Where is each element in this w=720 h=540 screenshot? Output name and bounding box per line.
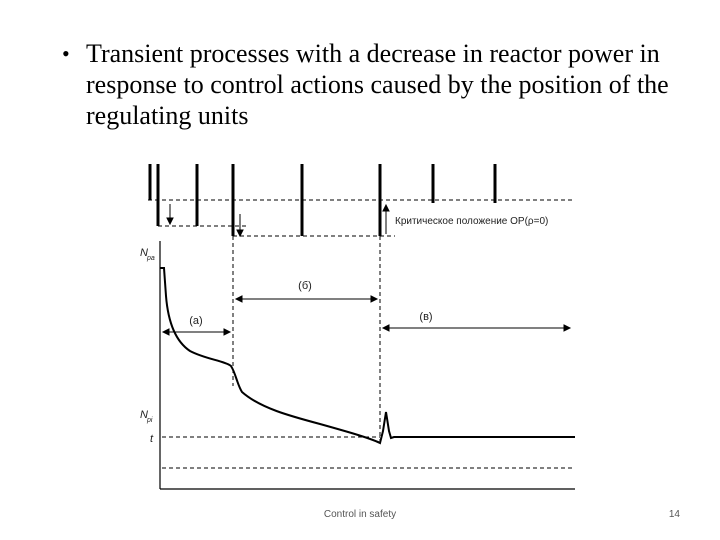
transient-diagram xyxy=(130,156,580,496)
region-arrows xyxy=(163,296,570,335)
axes xyxy=(160,241,575,489)
bullet-dot: • xyxy=(62,41,70,66)
region-b-label: (б) xyxy=(298,280,312,292)
bullet-text: Transient processes with a decrease in reactor power in response to control actions caused by the position of the regulating units xyxy=(86,39,669,130)
region-c-label: (в) xyxy=(419,311,433,323)
y-label-n-lower-sub: рi xyxy=(147,417,153,424)
footer-title: Control in safety xyxy=(323,509,397,520)
y-label-t: t xyxy=(150,433,154,445)
page-number: 14 xyxy=(668,509,680,520)
y-label-n-upper-sub: ра xyxy=(147,255,155,262)
y-label-n-upper: N xyxy=(140,247,148,259)
y-label-n-lower: N xyxy=(140,409,148,421)
step-arrows xyxy=(167,204,389,236)
region-a-label: (а) xyxy=(189,315,203,327)
power-curve xyxy=(160,268,575,443)
dashed-guides xyxy=(148,200,575,468)
critical-position-label: Критическое положение ОР(ρ=0) xyxy=(395,216,549,227)
